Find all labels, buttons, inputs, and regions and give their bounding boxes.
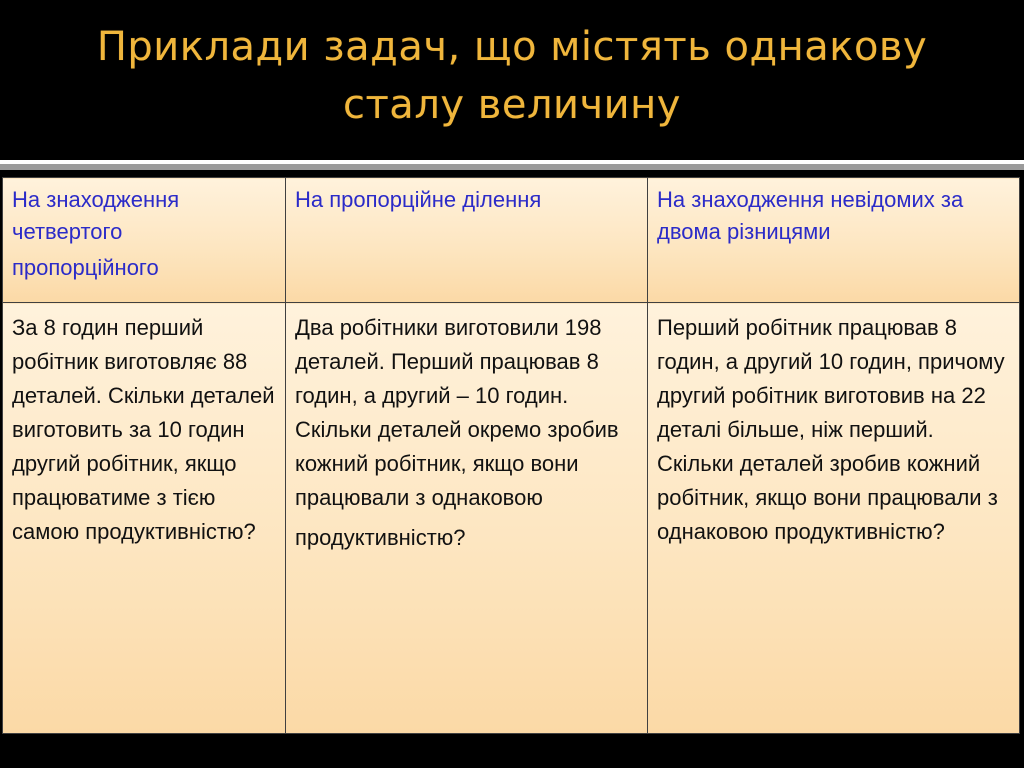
header-text: На пропорційне ділення <box>295 187 542 212</box>
table-row <box>3 303 1020 734</box>
header-cell-proportional-division <box>286 178 648 303</box>
header-text: На знаходження невідомих за двома різницями <box>657 187 964 244</box>
problem-cell-2 <box>286 303 648 734</box>
problem-cell-1 <box>3 303 286 734</box>
header-text: На знаходження четвертого <box>12 187 180 244</box>
slide-title <box>0 18 1024 134</box>
header-cell-two-differences <box>648 178 1020 303</box>
divider-gray <box>0 164 1024 170</box>
title-line-2: сталу величину <box>343 82 681 128</box>
problem-text-cont: продуктивністю? <box>295 525 466 550</box>
header-cell-fourth-proportional <box>3 178 286 303</box>
problem-text: Два робітники виготовили 198 деталей. Перший працював 8 годин, а другий – 10 годин. Скільки деталей окремо зробив кожний робітник, якщо вони працювали з однаковою <box>295 315 619 510</box>
title-line-1: Приклади задач, що містять однакову <box>96 24 928 70</box>
problems-table <box>2 177 1019 734</box>
table-header-row <box>3 178 1020 303</box>
problem-text: Перший робітник працював 8 годин, а другий 10 годин, причому другий робітник виготовив на 22 деталі більше, ніж перший. Скільки деталей зробив кожний робітник, якщо вони працювали з однаковою продуктивністю? <box>657 315 1005 544</box>
problem-text: За 8 годин перший робітник виготовляє 88 деталей. Скільки деталей виготовить за 10 годин другий робітник, якщо працюватиме з тією самою продуктивністю? <box>12 315 275 544</box>
header-text-cont: пропорційного <box>12 255 159 280</box>
table <box>2 177 1020 734</box>
problem-cell-3 <box>648 303 1020 734</box>
